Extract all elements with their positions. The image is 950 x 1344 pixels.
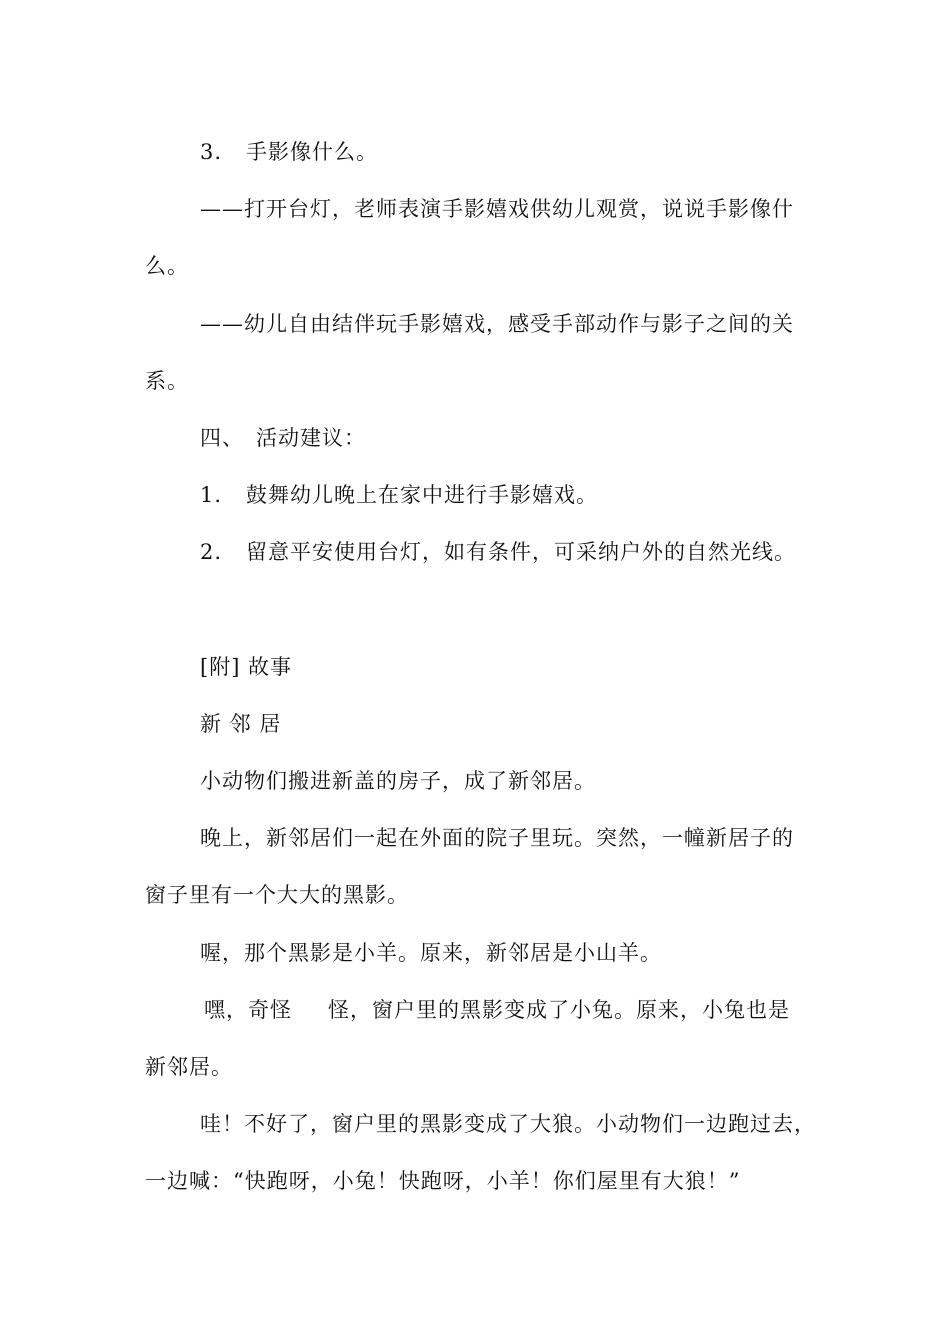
section4-item-1 bbox=[200, 485, 598, 506]
section4-title: 活动建议： bbox=[256, 426, 366, 450]
section3-heading bbox=[200, 142, 378, 163]
story-paragraph-2-line2: 窗子里有一个大大的黑影。 bbox=[145, 883, 409, 907]
section4-heading bbox=[200, 428, 366, 449]
section4-number: 四、 bbox=[200, 426, 244, 450]
story-paragraph-4-line2: 新邻居。 bbox=[145, 1055, 233, 1079]
story-paragraph-4-line1 bbox=[204, 1000, 790, 1021]
section4-item-2-text: 留意平安使用台灯，如有条件，可采纳户外的自然光线。 bbox=[246, 540, 797, 564]
story-paragraph-3: 喔，那个黑影是小羊。原来，新邻居是小山羊。 bbox=[200, 941, 662, 965]
story-paragraph-4-part2: 怪，窗户里的黑影变成了小兔。原来，小兔也是 bbox=[328, 998, 790, 1022]
appendix-label: [附] 故事 bbox=[200, 655, 293, 679]
story-paragraph-2-line1: 晚上，新邻居们一起在外面的院子里玩。突然，一幢新居子的 bbox=[200, 826, 794, 850]
story-title: 新 邻 居 bbox=[200, 712, 282, 736]
section3-item1-line1: ——打开台灯，老师表演手影嬉戏供幼儿观赏，说说手影像什 bbox=[200, 197, 794, 221]
section3-item1-line2: 么。 bbox=[145, 254, 189, 278]
section4-item-2 bbox=[200, 542, 796, 563]
story-paragraph-4-part1: 嘿，奇怪 bbox=[204, 998, 292, 1022]
section3-number: 3. bbox=[200, 140, 223, 164]
section3-item2-line2: 系。 bbox=[145, 369, 189, 393]
story-paragraph-1: 小动物们搬进新盖的房子，成了新邻居。 bbox=[200, 769, 596, 793]
section4-item-2-number: 2. bbox=[200, 540, 223, 564]
section3-item2-line1: ——幼儿自由结伴玩手影嬉戏，感受手部动作与影子之间的关 bbox=[200, 312, 794, 336]
section4-item-1-number: 1. bbox=[200, 483, 223, 507]
section4-item-1-text: 鼓舞幼儿晚上在家中进行手影嬉戏。 bbox=[246, 483, 599, 507]
story-paragraph-5-line2: 一边喊：“快跑呀，小兔！快跑呀，小羊！你们屋里有大狼！” bbox=[145, 1169, 741, 1193]
section3-title: 手影像什么。 bbox=[246, 140, 379, 164]
story-paragraph-5-line1: 哇！不好了，窗户里的黑影变成了大狼。小动物们一边跑过去， bbox=[200, 1112, 816, 1136]
